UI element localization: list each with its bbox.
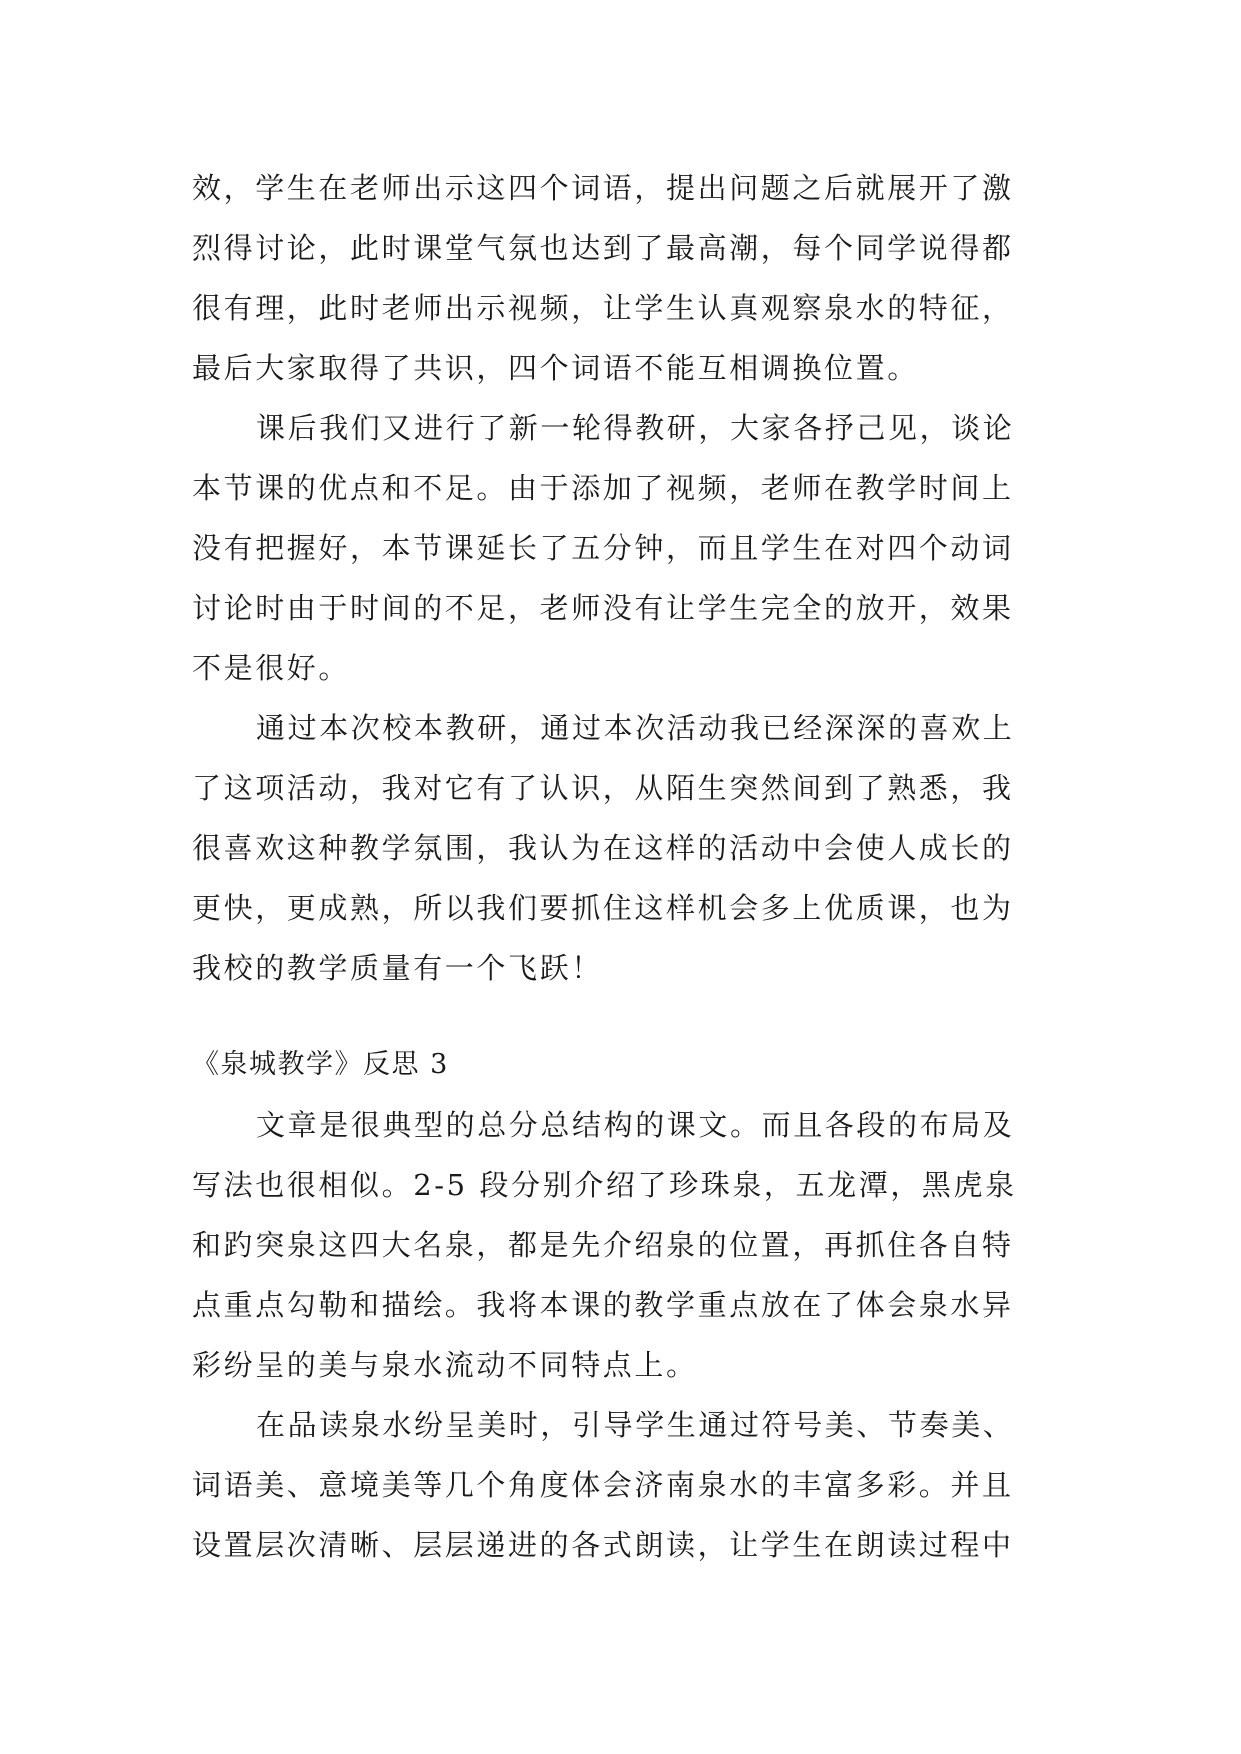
text-line: 写法也很相似。2-5 段分别介绍了珍珠泉，五龙潭，黑虎泉 [192,1168,1017,1202]
text-line: 本节课的优点和不足。由于添加了视频，老师在教学时间上 [192,471,1014,505]
text-line: 烈得讨论，此时课堂气氛也达到了最高潮，每个同学说得都 [192,231,1014,265]
text-line: 我校的教学质量有一个飞跃！ [192,951,603,985]
text-line: 没有把握好，本节课延长了五分钟，而且学生在对四个动词 [192,531,1014,565]
text-line: 课后我们又进行了新一轮得教研，大家各抒己见，谈论 [256,411,1015,445]
text-line: 很喜欢这种教学氛围，我认为在这样的活动中会使人成长的 [192,831,1014,865]
section-heading: 《泉城教学》反思 3 [192,1049,449,1080]
text-line: 在品读泉水纷呈美时，引导学生通过符号美、节奏美、 [256,1408,1015,1442]
text-line: 最后大家取得了共识，四个词语不能互相调换位置。 [192,351,919,385]
text-line: 和趵突泉这四大名泉，都是先介绍泉的位置，再抓住各自特 [192,1228,1014,1262]
text-line: 更快，更成熟，所以我们要抓住这样机会多上优质课，也为 [192,891,1014,925]
text-line: 词语美、意境美等几个角度体会济南泉水的丰富多彩。并且 [192,1468,1014,1502]
text-line: 文章是很典型的总分总结构的课文。而且各段的布局及 [256,1108,1015,1142]
text-line: 点重点勾勒和描绘。我将本课的教学重点放在了体会泉水异 [192,1288,1014,1322]
text-line: 彩纷呈的美与泉水流动不同特点上。 [192,1348,698,1382]
text-line: 效，学生在老师出示这四个词语，提出问题之后就展开了激 [192,171,1014,205]
text-line: 通过本次校本教研，通过本次活动我已经深深的喜欢上 [256,711,1015,745]
text-line: 讨论时由于时间的不足，老师没有让学生完全的放开，效果 [192,591,1014,625]
text-line: 了这项活动，我对它有了认识，从陌生突然间到了熟悉，我 [192,771,1014,805]
text-line: 很有理，此时老师出示视频，让学生认真观察泉水的特征， [192,291,1014,325]
text-line: 不是很好。 [192,651,351,685]
text-line: 设置层次清晰、层层递进的各式朗读，让学生在朗读过程中 [192,1528,1014,1562]
